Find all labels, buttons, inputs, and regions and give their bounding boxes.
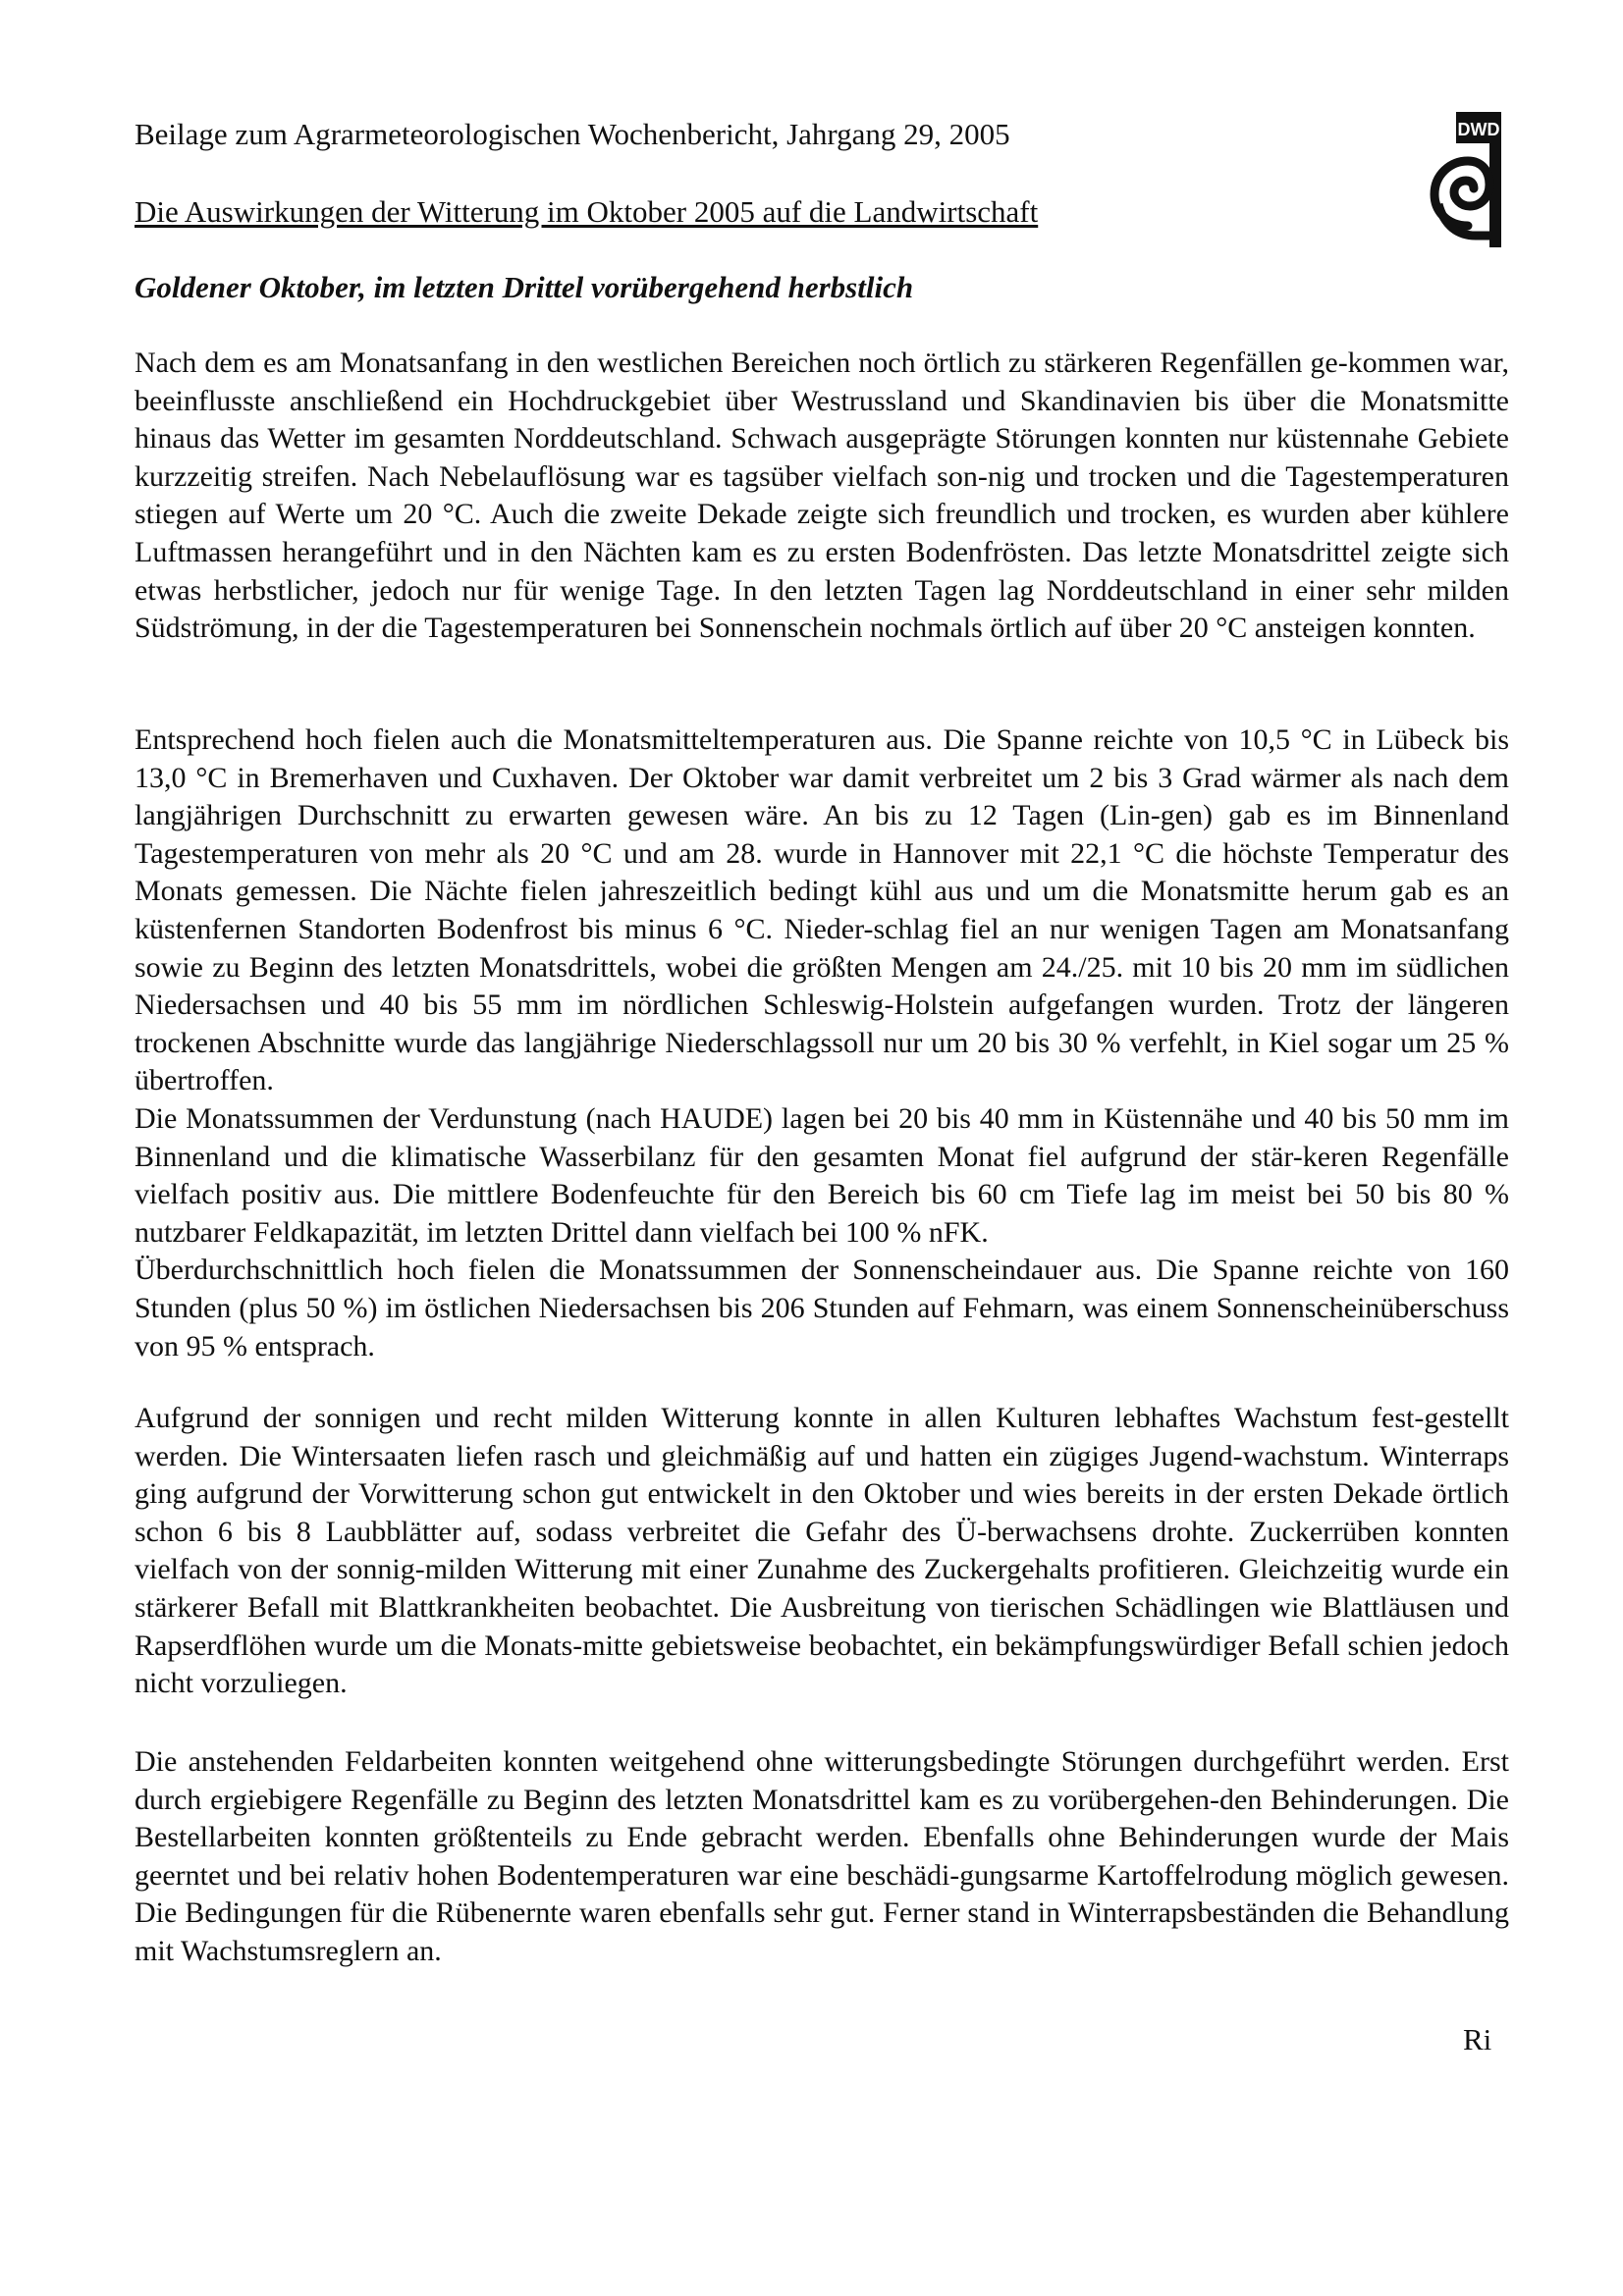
paragraph-fieldwork (135, 1743, 1509, 1971)
paragraph-text: Entsprechend hoch fielen auch die Monatsmitteltemperaturen aus. Die Spanne reichte von 10,5 °C in Lübeck bis 13,0 °C in Bremerhaven und Cuxhaven. Der Oktober war damit verbreitet um 2 bis 3 Grad wärmer als nach dem langjährigen Durchschnitt zu erwarten gewesen wäre. An bis zu 12 Tagen (Lin-gen) gab es im Binnenland Tagestemperaturen von mehr als 20 °C und am 28. wurde in Hannover mit 22,1 °C die höchste Temperatur des Monats gemessen. Die Nächte fielen jahreszeitlich bedingt kühl aus und um die Monatsmitte herum gab es an küstenfernen Standorten Bodenfrost bis minus 6 °C. Nieder-schlag fiel an nur wenigen Tagen am Monatsanfang sowie zu Beginn des letzten Monatsdrittels, wobei die größten Mengen am 24./25. mit 10 bis 20 mm im südlichen Niedersachsen und 40 bis 55 mm im nördlichen Schleswig-Holstein aufgefangen wurden. Trotz der längeren trockenen Abschnitte wurde das langjährige Niederschlagssoll nur um 20 bis 30 % verfehlt, in Kiel sogar um 25 % übertroffen. (135, 723, 1509, 1097)
dwd-spiral-logo-icon (1429, 110, 1503, 249)
author-initials: Ri (1463, 2022, 1492, 2056)
paragraph-text: Die anstehenden Feldarbeiten konnten weitgehend ohne witterungsbedingte Störungen durchgeführt werden. Erst durch ergiebigere Regenfälle zu Beginn des letzten Monatsdrittel kam es zu vorübergehen-den Behinderungen. Die Bestellarbeiten konnten größtenteils zu Ende gebracht werden. Ebenfalls ohne Behinderungen wurde der Mais geerntet und bei relativ hohen Bodentemperaturen war eine beschädi-gungsarme Kartoffelrodung möglich gewesen. Die Bedingungen für die Rübenernte waren ebenfalls sehr gut. Ferner stand in Winterrapsbeständen die Behandlung mit Wachstumsreglern an. (135, 1745, 1509, 1967)
paragraph-text: Nach dem es am Monatsanfang in den westlichen Bereichen noch örtlich zu stärkeren Regenfällen ge-kommen war, beeinflusste anschließend ein Hochdruckgebiet über Westrussland und Skandinavien bis über die Monatsmitte hinaus das Wetter im gesamten Norddeutschland. Schwach ausgeprägte Störungen konnten nur küstennahe Gebiete kurzzeitig streifen. Nach Nebelauflösung war es tagsüber vielfach son-nig und trocken und die Tagestemperaturen stiegen auf Werte um 20 °C. Auch die zweite Dekade zeigte sich freundlich und trocken, es wurden aber kühlere Luftmassen herangeführt und in den Nächten kam es zu ersten Bodenfrösten. Das letzte Monatsdrittel zeigte sich etwas herbstlicher, jedoch nur für wenige Tage. In den letzten Tagen lag Norddeutschland in einer sehr milden Südströmung, in der die Tagestemperaturen bei Sonnenschein nochmals örtlich auf über 20 °C ansteigen konnten. (135, 347, 1509, 645)
paragraph-weather-overview (135, 345, 1509, 648)
paragraph-crops (135, 1400, 1509, 1703)
paragraph-temperatures (135, 721, 1509, 1365)
page-subtitle: Goldener Oktober, im letzten Drittel vorübergehend herbstlich (135, 270, 914, 304)
supplement-line: Beilage zum Agrarmeteorologischen Wochenbericht, Jahrgang 29, 2005 (135, 117, 1010, 151)
paragraph-text: Überdurchschnittlich hoch fielen die Monatssummen der Sonnenscheindauer aus. Die Spanne reichte von 160 Stunden (plus 50 %) im östlichen Niedersachsen bis 206 Stunden auf Fehmarn, was einem Sonnenscheinüberschuss von 95 % entsprach. (135, 1254, 1509, 1362)
logo-text: DWD (1457, 120, 1500, 139)
page-title: Die Auswirkungen der Witterung im Oktober 2005 auf die Landwirtschaft (135, 194, 1039, 229)
paragraph-text: Aufgrund der sonnigen und recht milden Witterung konnte in allen Kulturen lebhaftes Wachstum fest-gestellt werden. Die Wintersaaten liefen rasch und gleichmäßig auf und hatten ein zügiges Jugend-wachstum. Winterraps ging aufgrund der Vorwitterung schon gut entwickelt in den Oktober und wies bereits in der ersten Dekade örtlich schon 6 bis 8 Laubblätter auf, sodass verbreitet die Gefahr des Ü-berwachsens drohte. Zuckerrüben konnten vielfach von der sonnig-milden Witterung mit einer Zunahme des Zuckergehalts profitieren. Gleichzeitig wurde ein stärkerer Befall mit Blattkrankheiten beobachtet. Die Ausbreitung von tierischen Schädlingen wie Blattläusen und Rapserdflöhen wurde um die Monats-mitte gebietsweise beobachtet, ein bekämpfungswürdiger Befall schien jedoch nicht vorzuliegen. (135, 1402, 1509, 1700)
paragraph-text: Die Monatssummen der Verdunstung (nach HAUDE) lagen bei 20 bis 40 mm in Küstennähe und 40 bis 50 mm im Binnenland und die klimatische Wasserbilanz für den gesamten Monat fiel aufgrund der stär-keren Regenfälle vielfach positiv aus. Die mittlere Bodenfeuchte für den Bereich bis 60 cm Tiefe lag im meist bei 50 bis 80 % nutzbarer Feldkapazität, im letzten Drittel dann vielfach bei 100 % nFK. (135, 1101, 1509, 1249)
